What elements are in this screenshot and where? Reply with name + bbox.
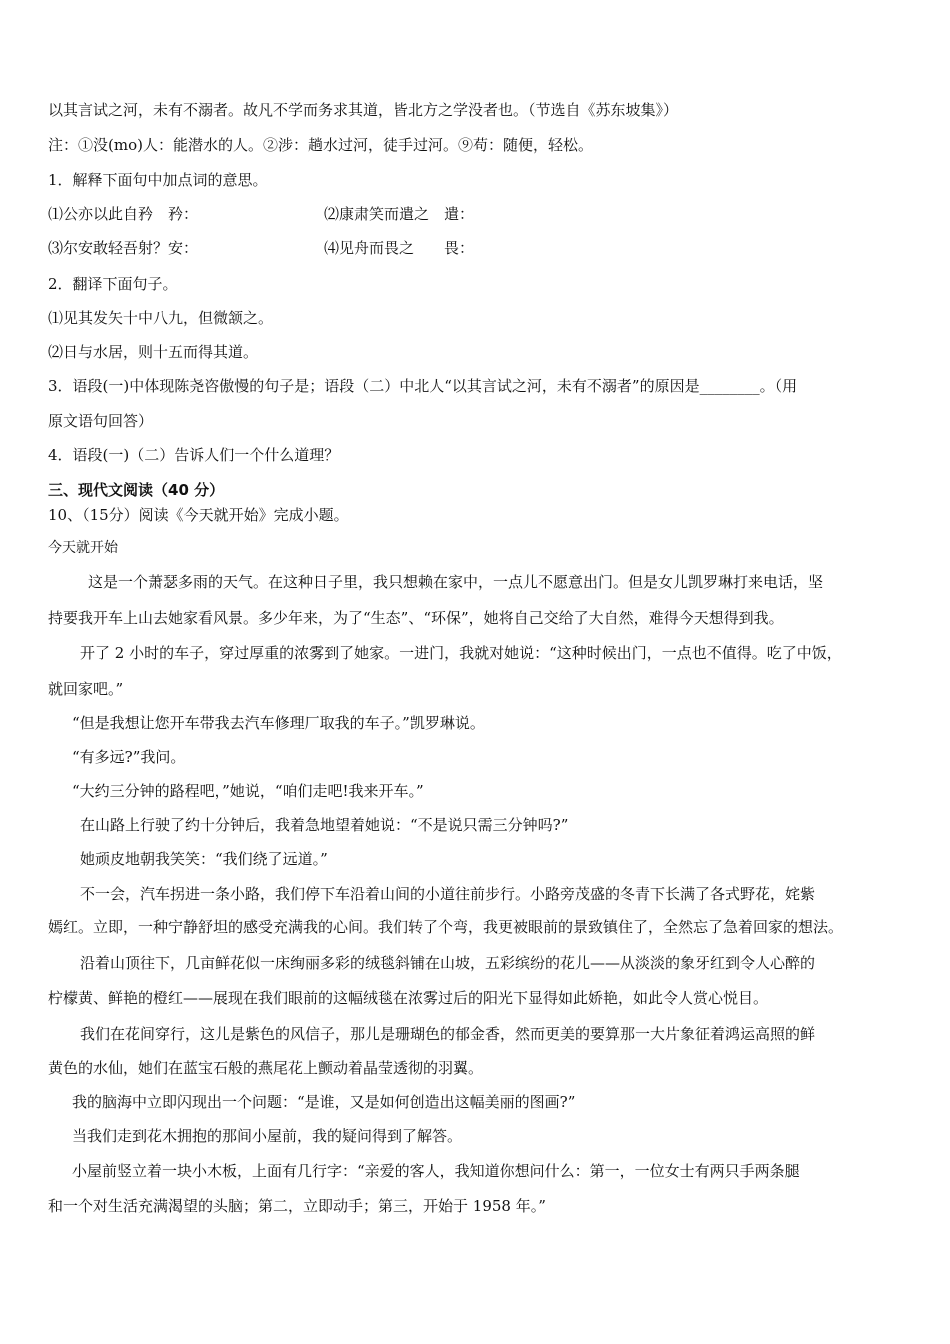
story-line: 沿着山顶往下，几亩鲜花似一床绚丽多彩的绒毯斜铺在山坡，五彩缤纷的花儿——从淡淡的象牙红到令人心醉的	[80, 954, 816, 972]
story-line: 就回家吧。”	[48, 680, 124, 698]
story-line: 开了 2 小时的车子，穿过厚重的浓雾到了她家。一进门，我就对她说：“这种时候出门，一点也不值得。吃了中饭，	[80, 644, 842, 662]
question-4: 4．语段(一)（二）告诉人们一个什么道理？	[48, 446, 340, 464]
story-line: 小屋前竖立着一块小木板，上面有几行字：“亲爱的客人，我知道你想问什么：第一，一位女士有两只手两条腿	[72, 1162, 800, 1180]
question-1d: ⑷见舟而畏之 畏：	[324, 239, 475, 257]
question-10: 10、（15分）阅读《今天就开始》完成小题。	[48, 506, 349, 524]
story-line: 黄色的水仙，她们在蓝宝石般的燕尾花上颤动着晶莹透彻的羽翼。	[48, 1059, 484, 1077]
story-line: 在山路上行驶了约十分钟后，我着急地望着她说：“不是说只需三分钟吗?”	[80, 816, 569, 834]
story-line: 不一会，汽车拐进一条小路，我们停下车沿着山间的小道往前步行。小路旁茂盛的冬青下长满了各式野花，姹紫	[80, 885, 816, 903]
question-2: 2．翻译下面句子。	[48, 275, 178, 293]
story-line: 持要我开车上山去她家看风景。多少年来，为了“生态”、“环保”，她将自己交给了大自然，难得今天想得到我。	[48, 609, 784, 627]
question-1b: ⑵康肃笑而遣之 遣：	[324, 205, 475, 223]
story-line: “但是我想让您开车带我去汽车修理厂取我的车子。”凯罗琳说。	[72, 714, 485, 732]
question-3-cont: 原文语句回答）	[48, 412, 154, 430]
section-heading: 三、现代文阅读（40 分）	[48, 481, 225, 499]
question-3: 3．语段(一)中体现陈尧咨傲慢的句子是；语段（二）中北人“以其言试之河，未有不溺者”的原因是________。（用	[48, 377, 798, 395]
question-1c: ⑶尔安敢轻吾射？安：	[48, 239, 199, 257]
question-1: 1．解释下面句中加点词的意思。	[48, 171, 268, 189]
story-line: 我的脑海中立即闪现出一个问题：“是谁，又是如何创造出这幅美丽的图画?”	[72, 1093, 576, 1111]
annotation-note: 注：①没(mo)人：能潜水的人。②涉：趟水过河，徒手过河。⑨苟：随便，轻松。	[48, 136, 593, 154]
story-line: 这是一个萧瑟多雨的天气。在这种日子里，我只想赖在家中，一点儿不愿意出门。但是女儿凯罗琳打来电话，坚	[88, 573, 824, 591]
question-2a: ⑴见其发矢十中八九，但微颔之。	[48, 309, 274, 327]
story-title: 今天就开始	[48, 540, 118, 556]
passage-line: 以其言试之河，未有不溺者。故凡不学而务求其道，皆北方之学没者也。（节选自《苏东坡集》）	[48, 101, 679, 119]
story-line: 柠檬黄、鲜艳的橙红——展现在我们眼前的这幅绒毯在浓雾过后的阳光下显得如此娇艳，如此令人赏心悦目。	[48, 989, 769, 1007]
story-line: 嫣红。立即，一种宁静舒坦的感受充满我的心间。我们转了个弯，我更被眼前的景致镇住了，全然忘了急着回家的想法。	[48, 918, 844, 936]
story-line: 她顽皮地朝我笑笑：“我们绕了远道。”	[80, 850, 328, 868]
question-2b: ⑵日与水居，则十五而得其道。	[48, 343, 259, 361]
question-1a: ⑴公亦以此自矜 矜：	[48, 205, 199, 223]
story-line: “大约三分钟的路程吧，”她说，“咱们走吧!我来开车。”	[72, 782, 424, 800]
story-line: 当我们走到花木拥抱的那间小屋前，我的疑问得到了解答。	[72, 1127, 463, 1145]
story-line: “有多远?”我问。	[72, 748, 186, 766]
story-line: 和一个对生活充满渴望的头脑；第二，立即动手；第三，开始于 1958 年。”	[48, 1197, 546, 1215]
story-line: 我们在花间穿行，这儿是紫色的风信子，那儿是珊瑚色的郁金香，然而更美的要算那一大片象征着鸿运高照的鲜	[80, 1025, 816, 1043]
